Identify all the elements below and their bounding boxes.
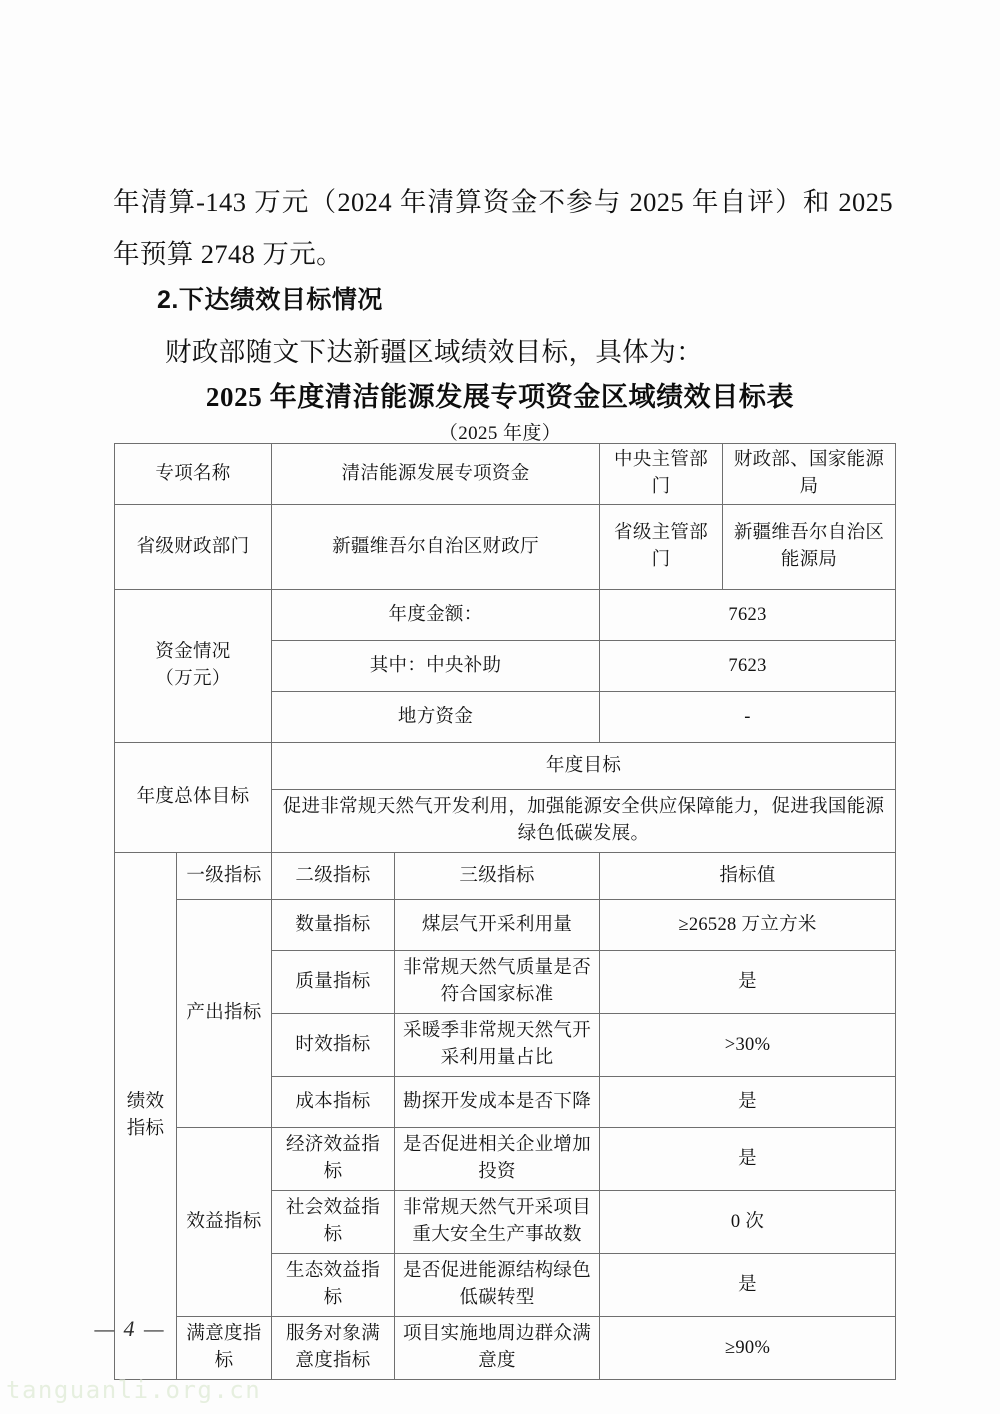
cell-level2: 时效指标	[272, 1014, 395, 1077]
cell-indicator-value: 是	[600, 1254, 896, 1317]
cell-prov-dept-label: 省级主管部门	[600, 505, 723, 590]
cell-level2: 社会效益指标	[272, 1191, 395, 1254]
cell-level2: 质量指标	[272, 951, 395, 1014]
watermark-text: tanguanli.org.cn	[6, 1376, 262, 1404]
cell-level3: 是否促进相关企业增加投资	[395, 1128, 600, 1191]
perf-label-line2: 指标	[126, 1119, 165, 1139]
cell-central-dept-label: 中央主管部门	[600, 444, 723, 505]
funding-label-line1: 资金情况	[155, 642, 231, 662]
cell-level1-benefit: 效益指标	[177, 1128, 272, 1317]
cell-prov-dept-value: 新疆维吾尔自治区能源局	[723, 505, 896, 590]
cell-level3: 是否促进能源结构绿色低碳转型	[395, 1254, 600, 1317]
cell-level3: 非常规天然气开采项目重大安全生产事故数	[395, 1191, 600, 1254]
table-row	[115, 1128, 896, 1191]
cell-funding-name-1: 其中：中央补助	[272, 641, 600, 692]
table-title: 2025 年度清洁能源发展专项资金区域绩效目标表	[205, 382, 795, 412]
section-heading-performance-targets: 2.下达绩效目标情况	[157, 286, 383, 314]
table-row	[115, 743, 896, 790]
page-number: — 4 —	[94, 1316, 166, 1341]
cell-funding-value-1: 7623	[600, 641, 896, 692]
cell-annual-goal-header: 年度目标	[272, 743, 896, 790]
cell-funding-name-0: 年度金额：	[272, 590, 600, 641]
lead-paragraph: 财政部随文下达新疆区域绩效目标，具体为：	[165, 337, 703, 367]
cell-header-level3: 三级指标	[395, 853, 600, 900]
cell-header-level1: 一级指标	[177, 853, 272, 900]
cell-funding-value-0: 7623	[600, 590, 896, 641]
cell-prov-finance-label: 省级财政部门	[115, 505, 272, 590]
cell-central-dept-value: 财政部、国家能源局	[723, 444, 896, 505]
cell-level2: 经济效益指标	[272, 1128, 395, 1191]
cell-prov-finance-value: 新疆维吾尔自治区财政厅	[272, 505, 600, 590]
performance-target-table	[114, 443, 896, 1380]
cell-special-name-label: 专项名称	[115, 444, 272, 505]
cell-indicator-value: >30%	[600, 1014, 896, 1077]
funding-label-line2: （万元）	[155, 669, 231, 689]
cell-indicator-value: ≥90%	[600, 1317, 896, 1380]
body-paragraph-block	[113, 176, 893, 280]
cell-indicator-value: 是	[600, 1128, 896, 1191]
performance-target-table-wrapper	[114, 443, 895, 1380]
cell-indicator-value: 是	[600, 951, 896, 1014]
cell-indicator-value: ≥26528 万立方米	[600, 900, 896, 951]
table-row	[115, 444, 896, 505]
cell-header-value: 指标值	[600, 853, 896, 900]
cell-performance-label	[115, 853, 177, 1380]
cell-indicator-value: 是	[600, 1077, 896, 1128]
cell-level1-output: 产出指标	[177, 900, 272, 1128]
table-row	[115, 900, 896, 951]
cell-funding-value-2: -	[600, 692, 896, 743]
cell-funding-label	[115, 590, 272, 743]
cell-level3: 勘探开发成本是否下降	[395, 1077, 600, 1128]
cell-header-level2: 二级指标	[272, 853, 395, 900]
cell-annual-goal-text: 促进非常规天然气开发利用，加强能源安全供应保障能力，促进我国能源绿色低碳发展。	[272, 790, 896, 853]
cell-level3: 采暖季非常规天然气开采利用量占比	[395, 1014, 600, 1077]
cell-level3: 非常规天然气质量是否符合国家标准	[395, 951, 600, 1014]
table-row	[115, 590, 896, 641]
cell-level1-satisfaction: 满意度指标	[177, 1317, 272, 1380]
table-row	[115, 853, 896, 900]
perf-label-line1: 绩效	[126, 1092, 165, 1112]
cell-annual-goal-label: 年度总体目标	[115, 743, 272, 853]
table-row	[115, 505, 896, 590]
cell-indicator-value: 0 次	[600, 1191, 896, 1254]
cell-special-name-value: 清洁能源发展专项资金	[272, 444, 600, 505]
cell-level2: 成本指标	[272, 1077, 395, 1128]
paragraph-budget-summary: 年清算-143 万元（2024 年清算资金不参与 2025 年自评）和 2025 年预算 2748 万元。	[113, 187, 893, 269]
cell-level3: 项目实施地周边群众满意度	[395, 1317, 600, 1380]
cell-level2: 生态效益指标	[272, 1254, 395, 1317]
cell-level2: 服务对象满意度指标	[272, 1317, 395, 1380]
table-subtitle-year: （2025 年度）	[438, 423, 562, 444]
cell-funding-name-2: 地方资金	[272, 692, 600, 743]
cell-level3: 煤层气开采利用量	[395, 900, 600, 951]
cell-level2: 数量指标	[272, 900, 395, 951]
